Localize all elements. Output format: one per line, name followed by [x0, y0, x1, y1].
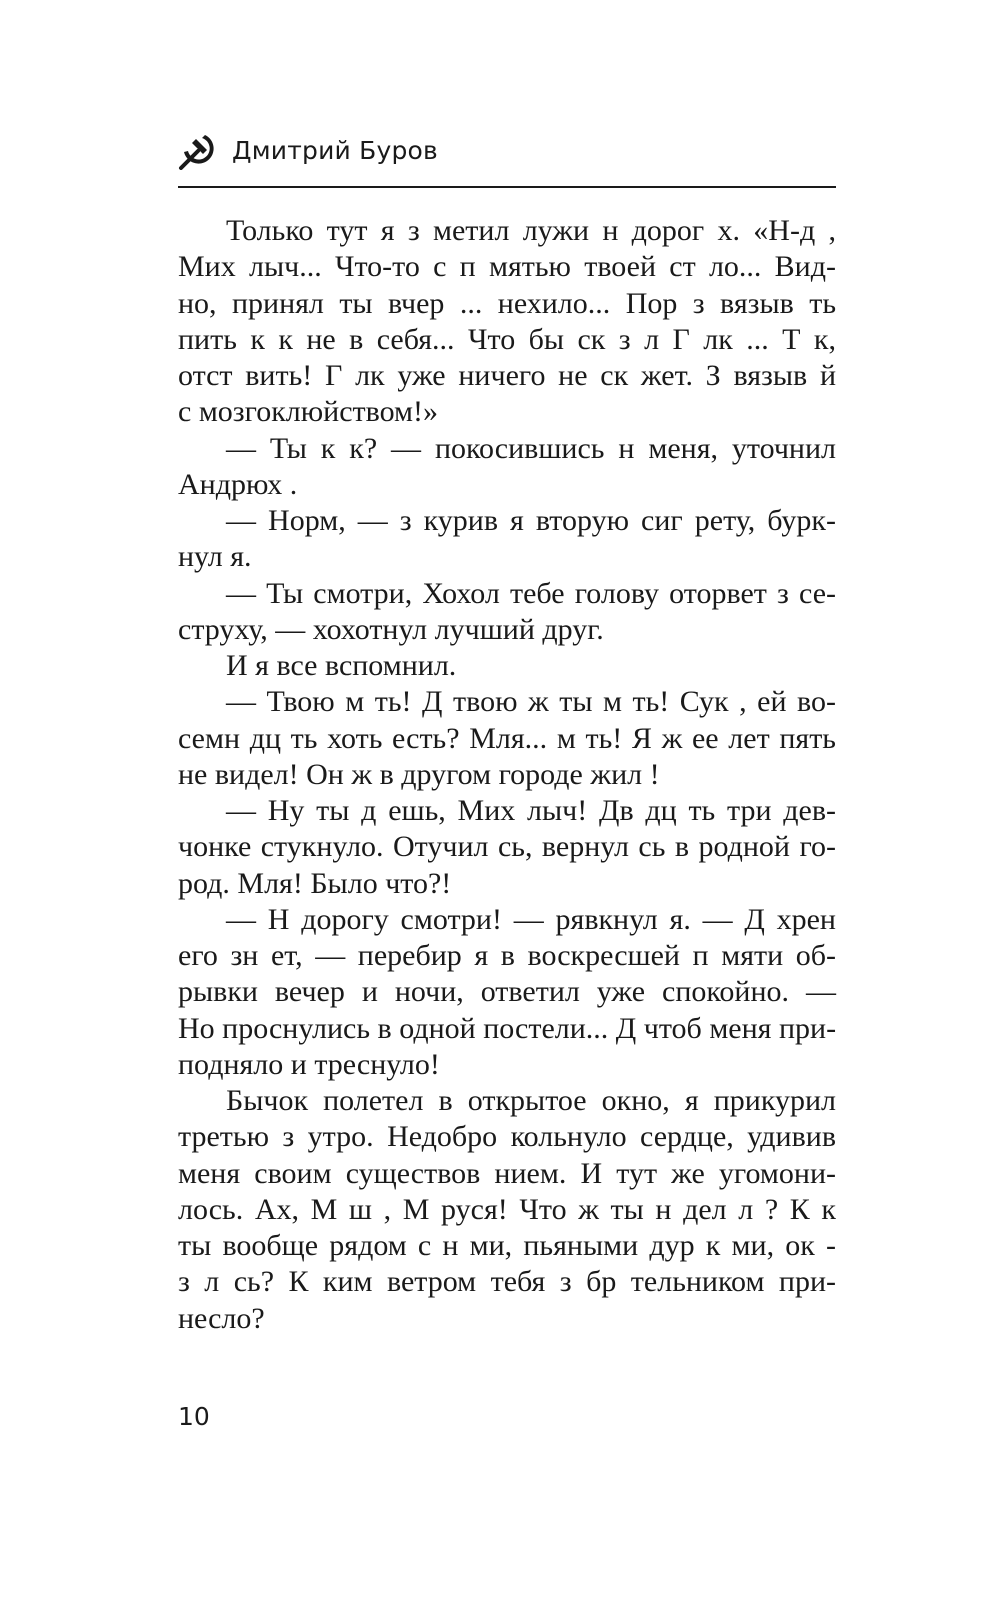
text-line: рывки вечер и ночи, ответил уже спокойно. — [178, 975, 836, 1009]
header-rule [178, 186, 836, 188]
text-line: Андрюх . [178, 467, 298, 501]
text-line: ты вообще рядом с н ми, пьяными дур к ми, ок - [178, 1229, 836, 1262]
running-head [178, 128, 836, 180]
text-line: — Ну ты д ешь, Мих лыч! Дв дц ть три дев- [226, 794, 836, 827]
text-line: — Ты к к? — покосившись н меня, уточнил [226, 431, 836, 465]
text-line: — Норм, — з курив я вторую сиг рету, бурк- [226, 504, 836, 537]
text-line: семн дц ть хоть есть? Мля... м ть! Я ж ее лет пять [178, 721, 836, 755]
text-line: Мих лыч... Что-то с п мятью твоей ст ло... Вид- [178, 250, 836, 284]
text-line: Но проснулись в одной постели... Д чтоб меня при- [178, 1011, 837, 1045]
text-line: несло? [178, 1301, 265, 1335]
text-line: Только тут я з метил лужи н дорог х. «Н-д , [226, 214, 836, 247]
text-line: — Н дорогу смотри! — рявкнул я. — Д хрен [226, 902, 836, 936]
text-line: чонке стукнуло. Отучил сь, вернул сь в родной го- [178, 830, 836, 864]
text-line: но, принял ты вчер ... нехило... Пор з вязыв ть [178, 286, 836, 320]
text-line: пить к к не в себя... Что бы ск з л Г лк ... Т к, [178, 322, 836, 356]
text-line: третью з утро. Недобро кольнуло сердце, удивив [178, 1120, 836, 1154]
text-line: с мозгоклюйством!» [178, 395, 439, 429]
body-text [178, 213, 836, 1337]
running-head-author: Дмитрий Буров [232, 136, 438, 165]
text-line: И я все вспомнил. [226, 649, 457, 682]
text-line: отст вить! Г лк уже ничего не ск жет. З вязыв й [178, 359, 836, 392]
hammer-and-sickle-icon [178, 130, 218, 170]
text-line: струху, — хохотнул лучший друг. [178, 612, 604, 646]
text-line: меня своим существов нием. И тут же угомони- [178, 1156, 836, 1190]
text-line: его зн ет, — перебир я в воскресшей п мяти об- [178, 939, 836, 972]
text-line: з л сь? К ким ветром тебя з бр тельником при- [178, 1265, 836, 1299]
text-line: род. Мля! Было что?! [178, 866, 452, 900]
text-line: — Ты смотри, Хохол тебе голову оторвет з се- [226, 576, 836, 610]
text-line: лось. Ах, М ш , М руся! Что ж ты н дел л ? К к [178, 1192, 836, 1226]
text-line: нул я. [178, 540, 252, 574]
text-line: не видел! Он ж в другом городе жил ! [178, 757, 660, 791]
page-number: 10 [178, 1402, 210, 1431]
text-line: Бычок полетел в открытое окно, я прикурил [226, 1084, 836, 1117]
text-line: подняло и треснуло! [178, 1047, 440, 1081]
text-line: — Твою м ть! Д твою ж ты м ть! Сук , ей во- [226, 685, 836, 719]
